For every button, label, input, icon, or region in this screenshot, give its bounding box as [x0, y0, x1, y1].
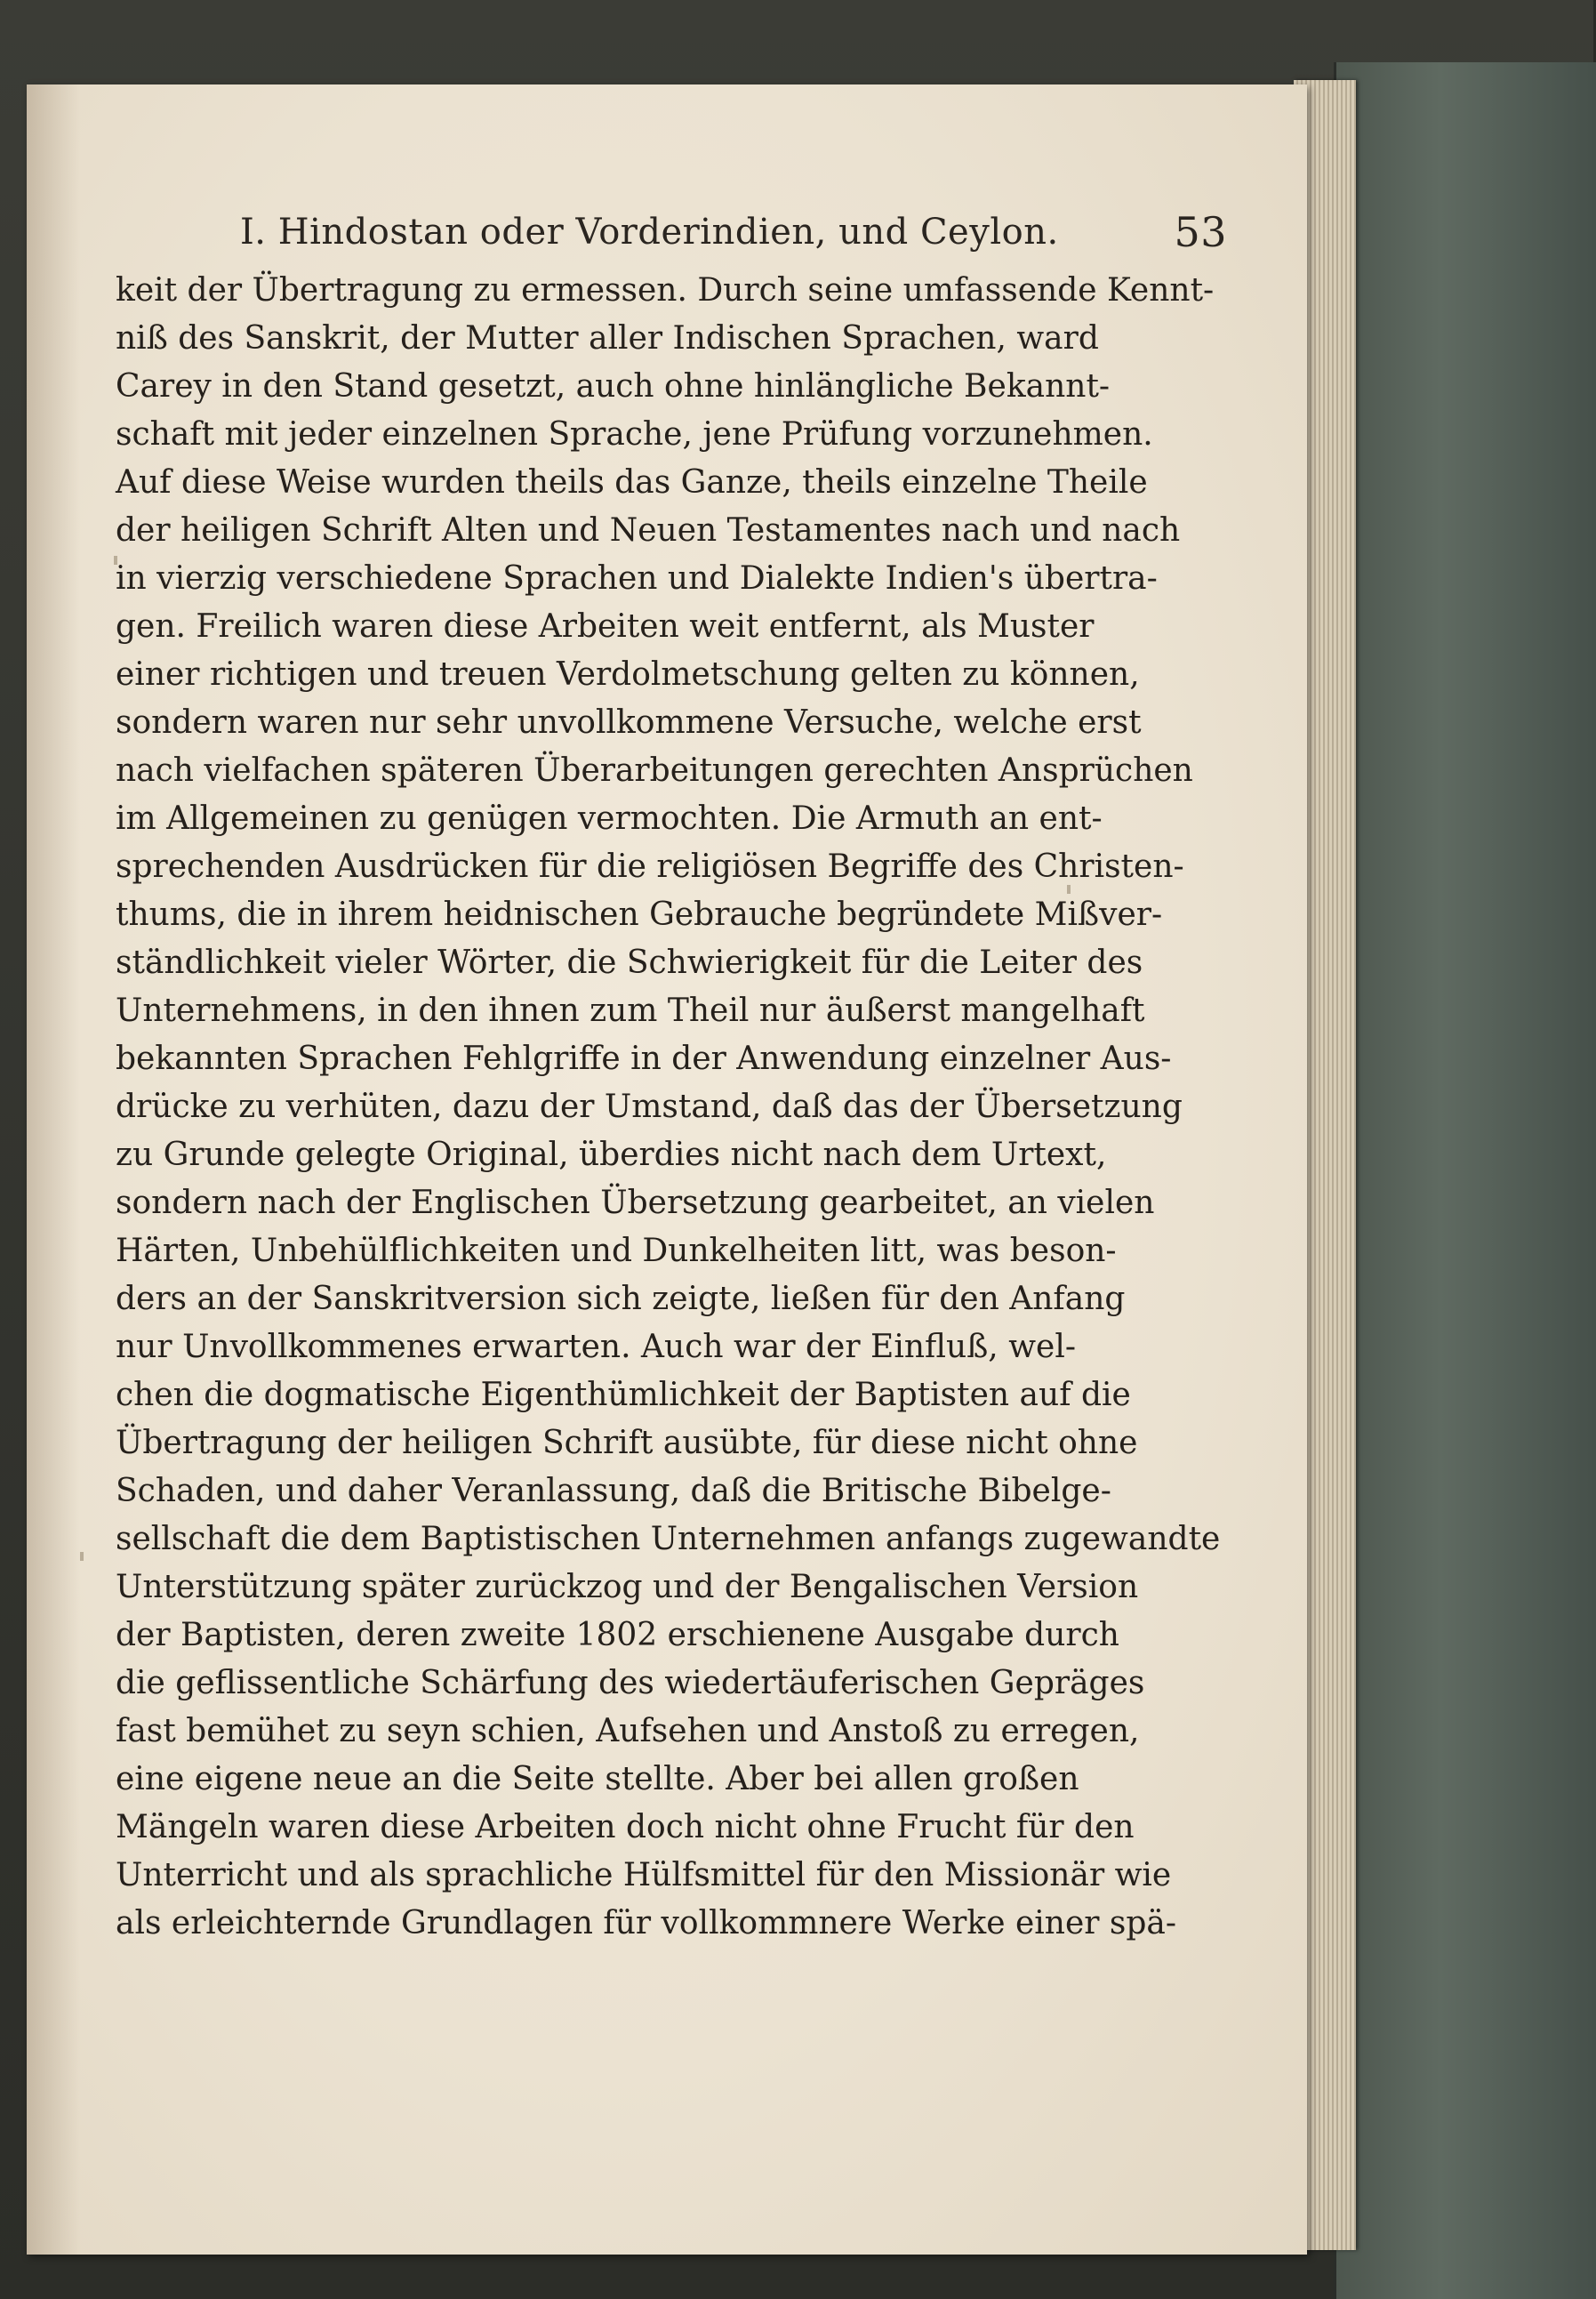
- text-line: Härten, Unbehülflichkeiten und Dunkelheiten litt, was beson-: [116, 1233, 1117, 1269]
- text-line: Unternehmens, in den ihnen zum Theil nur äußerst mangelhaft: [116, 993, 1145, 1029]
- text-line: in vierzig verschiedene Sprachen und Dialekte Indien's übertra-: [116, 560, 1158, 597]
- text-line: sondern waren nur sehr unvollkommene Versuche, welche erst: [116, 704, 1142, 741]
- text-line: gen. Freilich waren diese Arbeiten weit entfernt, als Muster: [116, 608, 1095, 645]
- text-line: eine eigene neue an die Seite stellte. Aber bei allen großen: [116, 1761, 1079, 1797]
- text-line: keit der Übertragung zu ermessen. Durch seine umfassende Kennt-: [116, 272, 1215, 309]
- text-line: sellschaft die dem Baptistischen Unternehmen anfangs zugewandte: [116, 1521, 1221, 1557]
- body-text: [116, 267, 1221, 1948]
- text-line: nur Unvollkommenes erwarten. Auch war der Einfluß, wel-: [116, 1329, 1076, 1365]
- text-line: sondern nach der Englischen Übersetzung gearbeitet, an vielen: [116, 1185, 1155, 1221]
- text-line: sprechenden Ausdrücken für die religiösen Begriffe des Christen-: [116, 848, 1184, 885]
- text-line: Unterricht und als sprachliche Hülfsmittel für den Missionär wie: [116, 1857, 1172, 1893]
- text-line: ders an der Sanskritversion sich zeigte, ließen für den Anfang: [116, 1281, 1126, 1317]
- page-speck: [80, 1552, 84, 1561]
- text-line: der Baptisten, deren zweite 1802 erschienene Ausgabe durch: [116, 1617, 1119, 1653]
- text-line: zu Grunde gelegte Original, überdies nicht nach dem Urtext,: [116, 1137, 1107, 1173]
- text-line: bekannten Sprachen Fehlgriffe in der Anwendung einzelner Aus-: [116, 1041, 1172, 1077]
- text-line: Mängeln waren diese Arbeiten doch nicht ohne Frucht für den: [116, 1809, 1135, 1845]
- text-line: Carey in den Stand gesetzt, auch ohne hinlängliche Bekannt-: [116, 368, 1111, 405]
- text-line: einer richtigen und treuen Verdolmetschung gelten zu können,: [116, 656, 1140, 693]
- text-line: fast bemühet zu seyn schien, Aufsehen und Anstoß zu erregen,: [116, 1713, 1140, 1749]
- text-line: thums, die in ihrem heidnischen Gebrauche begründete Mißver-: [116, 896, 1163, 933]
- text-line: die geflissentliche Schärfung des wiedertäuferischen Gepräges: [116, 1665, 1145, 1701]
- text-line: als erleichternde Grundlagen für vollkommnere Werke einer spä-: [116, 1905, 1177, 1941]
- text-line: Schaden, und daher Veranlassung, daß die Britische Bibelge-: [116, 1473, 1111, 1509]
- text-line: Auf diese Weise wurden theils das Ganze, theils einzelne Theile: [116, 464, 1148, 501]
- running-head-title: I. Hindostan oder Vorderindien, und Ceylon.: [240, 212, 1059, 253]
- text-line: im Allgemeinen zu genügen vermochten. Die Armuth an ent-: [116, 800, 1103, 837]
- book-cover-edge: [1334, 62, 1596, 2299]
- text-line: Unterstützung später zurückzog und der Bengalischen Version: [116, 1569, 1139, 1605]
- text-line: chen die dogmatische Eigenthümlichkeit der Baptisten auf die: [116, 1377, 1131, 1413]
- text-line: drücke zu verhüten, dazu der Umstand, daß das der Übersetzung: [116, 1089, 1183, 1125]
- text-line: der heiligen Schrift Alten und Neuen Testamentes nach und nach: [116, 512, 1181, 549]
- text-line: schaft mit jeder einzelnen Sprache, jene Prüfung vorzunehmen.: [116, 416, 1153, 453]
- text-line: nach vielfachen späteren Überarbeitungen gerechten Ansprüchen: [116, 752, 1193, 789]
- page-number: 53: [1174, 208, 1227, 256]
- running-head: [240, 201, 1227, 263]
- text-line: ständlichkeit vieler Wörter, die Schwierigkeit für die Leiter des: [116, 945, 1143, 981]
- text-line: niß des Sanskrit, der Mutter aller Indischen Sprachen, ward: [116, 320, 1099, 357]
- gutter-shadow: [27, 84, 80, 2255]
- text-line: Übertragung der heiligen Schrift ausübte, für diese nicht ohne: [116, 1425, 1138, 1461]
